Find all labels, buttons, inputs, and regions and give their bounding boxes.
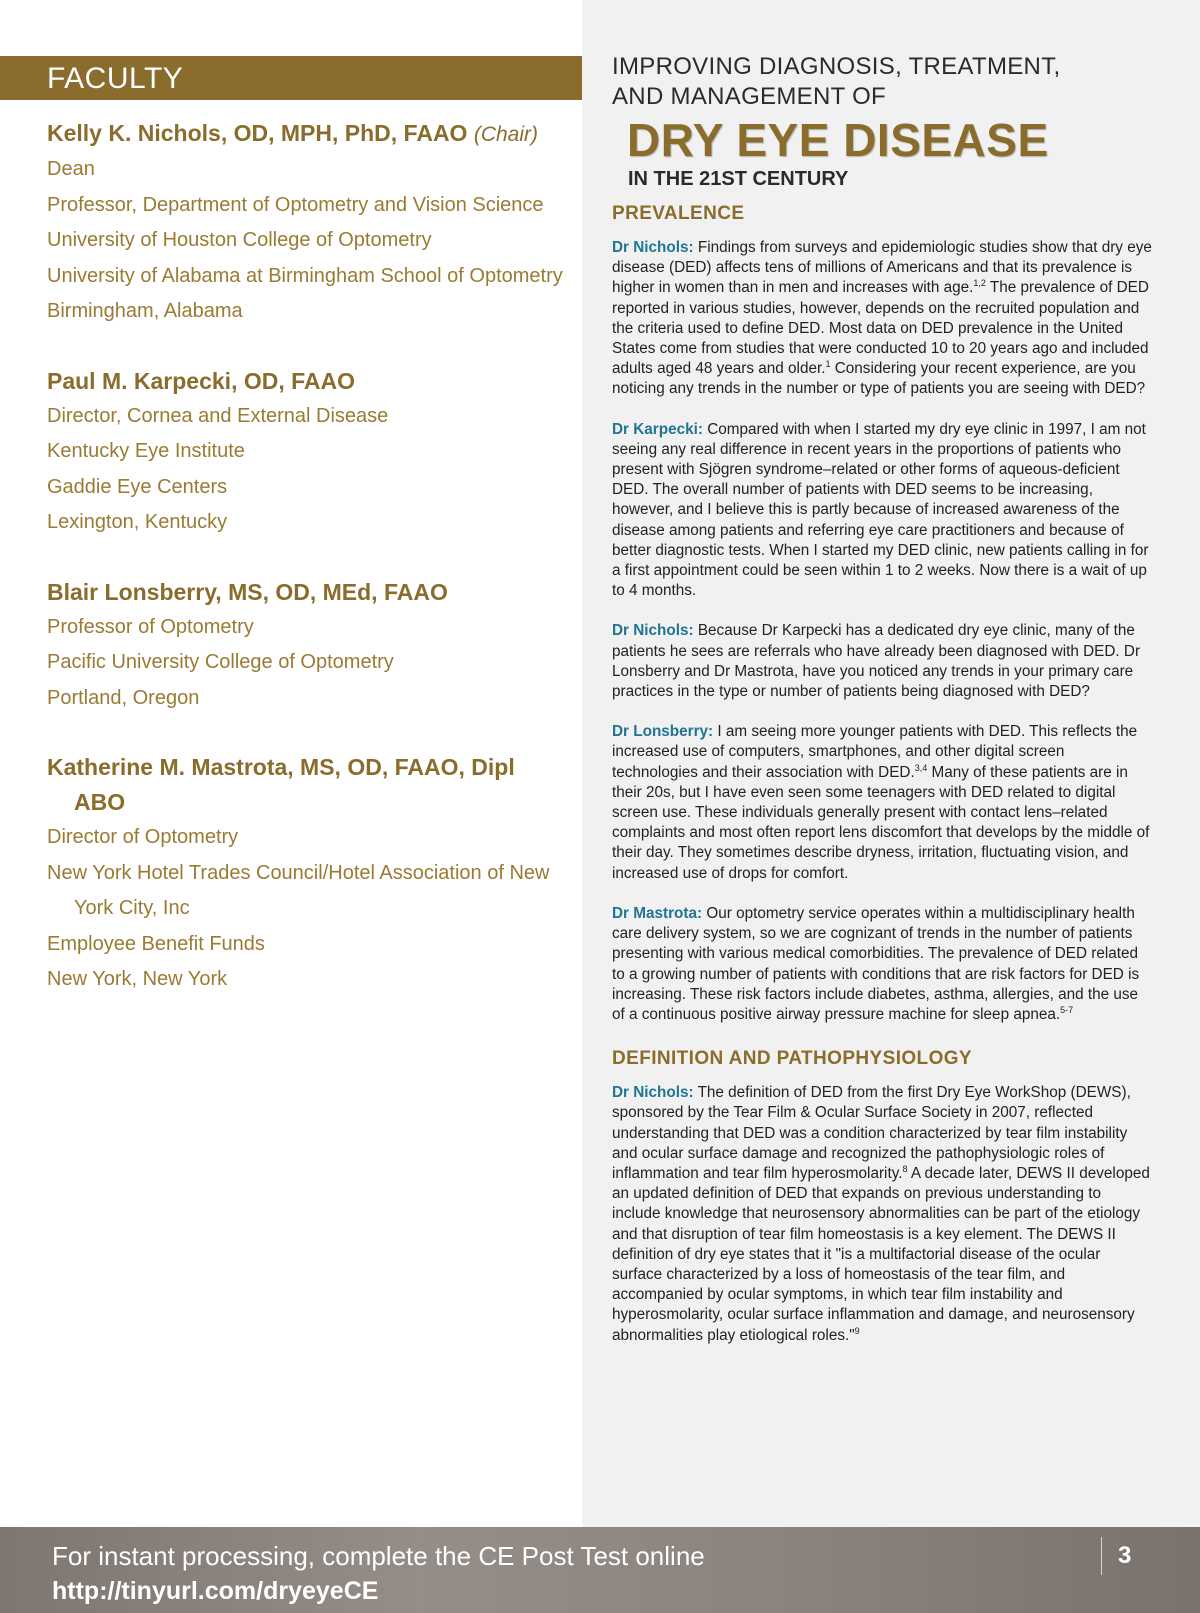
faculty-role-tag: (Chair) — [473, 123, 539, 146]
footer-url-link[interactable]: http://tinyurl.com/dryeyeCE — [52, 1577, 379, 1605]
faculty-name — [47, 575, 567, 610]
faculty-name — [47, 750, 567, 820]
faculty-affiliation-line: New York Hotel Trades Council/Hotel Association of New York City, Inc — [47, 861, 550, 919]
faculty-affiliation-line: University of Houston College of Optometry — [47, 229, 432, 251]
section-heading: DEFINITION AND PATHOPHYSIOLOGY — [612, 1048, 972, 1070]
citation-superscript: 5-7 — [1060, 1004, 1074, 1015]
faculty-affiliation-line: New York, New York — [47, 968, 228, 990]
faculty-name-text: Kelly K. Nichols, OD, MPH, PhD, FAAO — [47, 120, 468, 146]
faculty-affiliation-line: University of Alabama at Birmingham School of Optometry — [47, 264, 563, 287]
faculty-affiliation-line: Employee Benefit Funds — [47, 932, 265, 955]
faculty-name-text: Katherine M. Mastrota, MS, OD, FAAO, Dipl ABO — [47, 754, 515, 815]
paragraph-text: I am seeing more younger patients with DED. This reflects the increased use of computers, smartphones, and other digital screen technologies and their association with DED. — [612, 723, 1138, 781]
paragraph-text: Our optometry service operates within a multidisciplinary health care delivery system, so we are cognizant of trends in the number of patients presenting with various medical comorbidities. The prevalence of DED related to a growing number of patients with conditions that are risk factors for DED is increasing. These risk factors include diabetes, asthma, allergies, and the use of a continuous positive airway pressure machine for sleep apnea. — [612, 904, 1140, 1023]
faculty-heading-bar — [0, 56, 582, 100]
faculty-member — [47, 575, 567, 717]
speaker-label: Dr Nichols: — [612, 1084, 694, 1102]
faculty-name — [47, 364, 567, 399]
footer-banner — [0, 1527, 1200, 1613]
article-body — [612, 200, 1152, 1366]
speaker-label: Dr Mastrota: — [612, 904, 703, 922]
article-title-block — [612, 52, 1172, 192]
paragraph-text: Considering your recent experience, are you noticing any trends in the number or type of patients you are seeing with DED? — [612, 360, 1146, 398]
paragraph-text: Many of these patients are in their 20s, but I have even seen some teenagers with DED related to digital screen use. These individuals generally present with contact lens–related complaints and most often report lens discomfort that develops by the middle of their day. They sometimes describe dryness, irritation, fluctuating vision, and increased use of drops for comfort. — [612, 763, 1150, 882]
paragraph-text: Findings from surveys and epidemiologic studies show that dry eye disease (DED) affects tens of millions of Americans and that its prevalence is higher in women than in men and increases with age. — [612, 239, 1152, 297]
faculty-affiliation-line: Gaddie Eye Centers — [47, 475, 228, 498]
faculty-name-text: Blair Lonsberry, MS, OD, MEd, FAAO — [47, 578, 448, 605]
faculty-member — [47, 750, 567, 998]
faculty-affiliation-line: Professor of Optometry — [47, 615, 254, 638]
faculty-affiliation-line: Pacific University College of Optometry — [47, 651, 394, 673]
citation-superscript: 8 — [902, 1163, 908, 1174]
speaker-label: Dr Nichols: — [612, 622, 694, 640]
title-main: DRY EYE DISEASE — [627, 114, 1049, 166]
citation-superscript: 3,4 — [914, 762, 928, 773]
citation-superscript: 1,2 — [973, 278, 986, 289]
citation-superscript: 9 — [854, 1325, 860, 1336]
paragraph-text: Because Dr Karpecki has a dedicated dry eye clinic, many of the patients he sees are referrals who have already been diagnosed with DED. Dr Lonsberry and Dr Mastrota, have you noticed any trends in your primary care practices in the type or number of patients being diagnosed with DED? — [612, 622, 1141, 701]
faculty-name-text: Paul M. Karpecki, OD, FAAO — [47, 367, 356, 394]
footer-instructions: For instant processing, complete the CE Post Test online — [52, 1541, 705, 1571]
footer-divider — [1101, 1537, 1102, 1575]
faculty-list — [47, 116, 567, 1032]
page-number: 3 — [1118, 1542, 1132, 1569]
speaker-label: Dr Karpecki: — [612, 420, 703, 438]
paragraph-text: A decade later, DEWS II developed an updated definition of DED that expands on previous understanding to include knowledge that neurosensory abnormalities can be part of the etiology and that disruption of tear film homeostasis is a key element. The DEWS II definition of dry eye states that it "is a multifactorial disease of the ocular surface characterized by a loss of homeostasis of the tear film, and accompanied by ocular symptoms, in which tear film instability and hyperosmolarity, ocular surface inflammation and damage, and neurosensory abnormalities play etiological roles." — [612, 1164, 1150, 1344]
faculty-column — [0, 0, 582, 1527]
paragraph-text: The prevalence of DED reported in various studies, however, depends on the recruited population and the criteria used to define DED. Most data on DED prevalence in the United States come from studies that were conducted 10 to 20 years ago and included adults aged 48 years and older. — [612, 279, 1149, 378]
faculty-member — [47, 364, 567, 541]
faculty-affiliation-line: Director of Optometry — [47, 826, 239, 848]
faculty-affiliation-line: Lexington, Kentucky — [47, 511, 228, 533]
faculty-affiliation-line: Portland, Oregon — [47, 686, 200, 709]
faculty-heading: FACULTY — [47, 62, 184, 95]
title-subtitle: IN THE 21ST CENTURY — [628, 168, 849, 190]
section-heading: PREVALENCE — [612, 203, 745, 224]
article-paragraph — [612, 1083, 1152, 1346]
article-paragraph — [612, 722, 1152, 884]
faculty-affiliation-line: Dean — [47, 158, 95, 180]
citation-superscript: 1 — [825, 359, 831, 370]
article-paragraph — [612, 238, 1152, 400]
paragraph-text: The definition of DED from the first Dry Eye WorkShop (DEWS), sponsored by the Tear Film & Ocular Surface Society in 2007, reflected understanding that DED was a condition characterized by tear film instability and ocular surface damage and recognized the pathophysiologic roles of inflammation and tear film hyperosmolarity. — [612, 1084, 1131, 1182]
paragraph-text: Compared with when I started my dry eye clinic in 1997, I am not seeing any real difference in recent years in the proportions of patients who present with Sjögren syndrome–related or other forms of aqueous-deficient DED. The overall number of patients with DED seems to be increasing, however, and I believe this is partly because of increased awareness of the disease among patients and referring eye care practitioners and because of better diagnostic tests. When I started my DED clinic, new patients calling in for a first appointment could be seen within 1 to 2 weeks. Now there is a wait of up to 4 months. — [612, 420, 1149, 600]
faculty-affiliation-line: Kentucky Eye Institute — [47, 440, 245, 462]
speaker-label: Dr Lonsberry: — [612, 723, 714, 741]
article-paragraph — [612, 904, 1152, 1025]
speaker-label: Dr Nichols: — [612, 239, 694, 256]
article-paragraph — [612, 420, 1152, 602]
faculty-member — [47, 116, 567, 330]
title-line-2: AND MANAGEMENT OF — [612, 83, 887, 110]
article-paragraph — [612, 621, 1152, 702]
faculty-affiliation-line: Director, Cornea and External Disease — [47, 404, 389, 427]
faculty-name — [47, 116, 567, 152]
faculty-affiliation-line: Professor, Department of Optometry and Vision Science — [47, 193, 544, 216]
faculty-affiliation-line: Birmingham, Alabama — [47, 300, 243, 322]
title-line-1: IMPROVING DIAGNOSIS, TREATMENT, — [612, 53, 1061, 80]
